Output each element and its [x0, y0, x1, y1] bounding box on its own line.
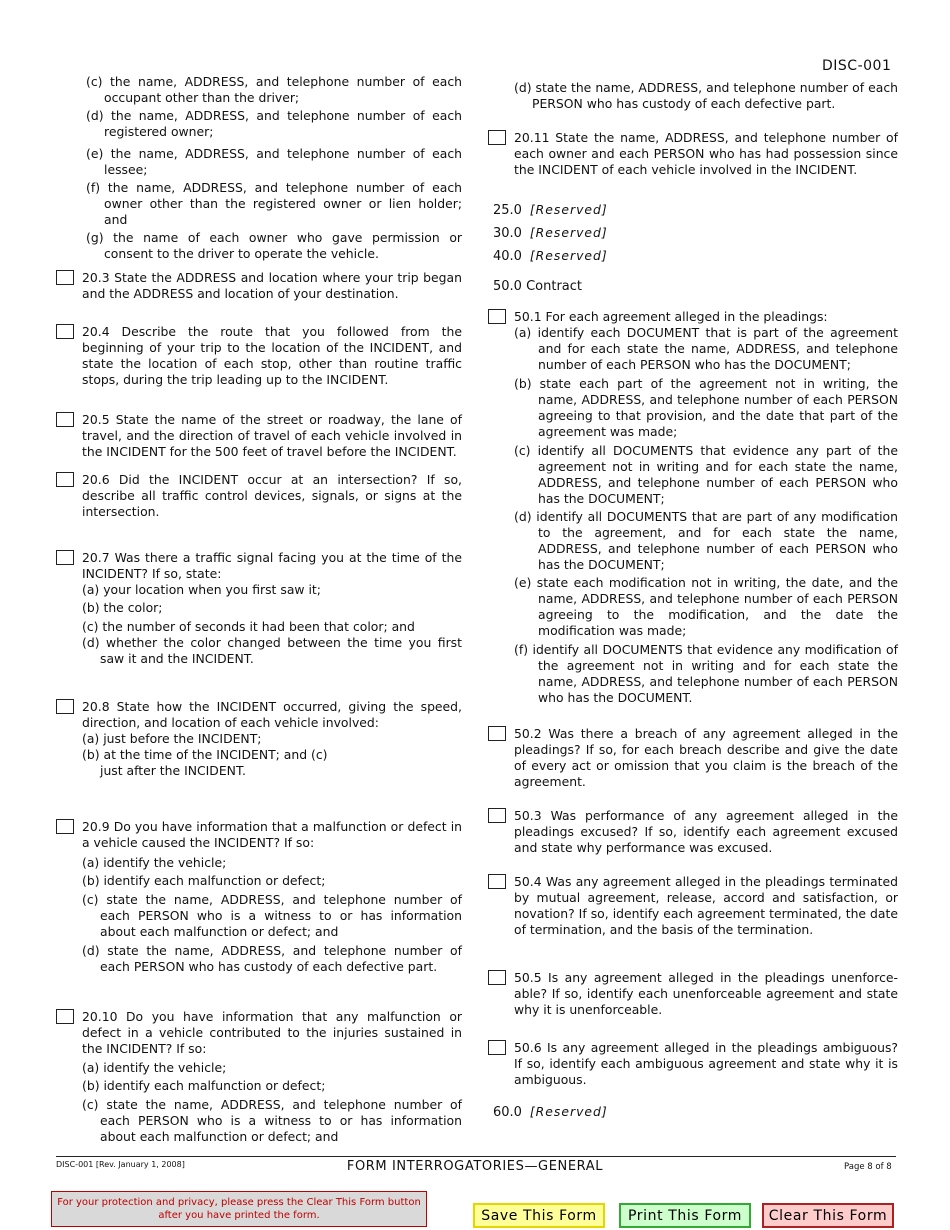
question-text: 20.3 State the ADDRESS and location where your trip began and the ADDRESS and location of your destination. [82, 270, 462, 301]
list-item: (b) state each part of the agreement not in writing, the name, ADDRESS, and telephone number of each PERSON agreeing to that provision, and the date that part of the agreement was made; [514, 376, 898, 439]
list-item: (e) the name, ADDRESS, and telephone number of each lessee; [86, 146, 462, 177]
checkbox-20-4[interactable] [56, 324, 74, 339]
list-item: (c) identify all DOCUMENTS that evidence any part of the agreement not in writing and for each state the name, ADDRESS, and telephone number of each PERSON who has the DOCUMENT; [514, 443, 898, 506]
checkbox-20-11[interactable] [488, 130, 506, 145]
question-20-4 [56, 324, 462, 388]
list-item: (g) the name of each owner who gave permission or consent to the driver to operate the vehicle. [86, 230, 462, 261]
checkbox-50-1[interactable] [488, 309, 506, 324]
list-item: (d) state the name, ADDRESS, and telephone number of each PERSON who has custody of each defective part. [514, 80, 898, 111]
checkbox-50-2[interactable] [488, 726, 506, 741]
list-item: (f) identify all DOCUMENTS that evidence any modification of the agreement not in writing and for each state the name, ADDRESS, and telephone number of each PERSON who has the DOCUMENT. [514, 642, 898, 705]
checkbox-50-6[interactable] [488, 1040, 506, 1055]
section-50-heading: 50.0 Contract [493, 279, 583, 294]
checkbox-20-3[interactable] [56, 270, 74, 285]
question-20-5 [56, 412, 462, 460]
question-50-1 [488, 309, 898, 706]
question-text: 20.6 Did the INCIDENT occur at an intersection? If so, describe all traffic control devices, signals, or signs at the intersection. [82, 472, 462, 519]
question-50-6 [488, 1040, 898, 1088]
checkbox-20-6[interactable] [56, 472, 74, 487]
checkbox-20-10[interactable] [56, 1009, 74, 1024]
question-50-4 [488, 874, 898, 938]
left-column [56, 74, 462, 1145]
list-item: (a) identify the vehicle; [82, 1060, 227, 1075]
question-text: 20.7 Was there a traffic signal facing you at the time of the INCIDENT? If so, state: [82, 550, 462, 581]
list-item: (a) identify each DOCUMENT that is part of the agreement and for each state the name, ADDRESS, and telephone number of each PERSON who has the DOCUMENT; [514, 325, 898, 372]
list-item: (d) the name, ADDRESS, and telephone number of each registered owner; [86, 108, 462, 139]
checkbox-20-5[interactable] [56, 412, 74, 427]
question-20-11 [488, 130, 898, 178]
list-item: (c) state the name, ADDRESS, and telephone number of each PERSON who is a witness to or has information about each malfunction or defect; and [82, 1097, 462, 1144]
continued-item-20-10 [488, 80, 898, 112]
print-form-button[interactable]: Print This Form [619, 1203, 751, 1228]
question-20-10 [56, 1009, 462, 1145]
save-form-button[interactable]: Save This Form [473, 1203, 605, 1228]
list-item: (b) the color; [82, 600, 163, 615]
list-item: (a) your location when you first saw it; [82, 582, 321, 597]
question-text: 50.5 Is any agreement alleged in the pleadings unenforce-able? If so, identify each unenforceable agreement and state why it is unenforceable. [514, 970, 898, 1017]
list-item: (d) whether the color changed between the time you first saw it and the INCIDENT. [82, 635, 462, 666]
section-30-reserved: 30.0 [Reserved] [493, 225, 608, 241]
form-number: DISC-001 [822, 58, 892, 74]
form-title: FORM INTERROGATORIES—GENERAL [346, 1159, 604, 1174]
list-item: (d) identify all DOCUMENTS that are part of any modification to the agreement, and for each state the name, ADDRESS, and telephone number of each PERSON who has the DOCUMENT; [514, 509, 898, 572]
question-text: 20.10 Do you have information that any malfunction or defect in a vehicle contributed to the injuries sustained in the INCIDENT? If so: [82, 1009, 462, 1056]
list-item: (b) at the time of the INCIDENT; and (c) just after the INCIDENT. [82, 747, 328, 778]
section-25-reserved: 25.0 [Reserved] [493, 202, 608, 218]
question-20-3 [56, 270, 462, 302]
list-item: (b) identify each malfunction or defect; [82, 1078, 326, 1093]
question-50-5 [488, 970, 898, 1018]
question-text: 50.4 Was any agreement alleged in the pleadings terminated by mutual agreement, release, accord and satisfaction, or novation? If so, identify each agreement terminated, the date of termination, and the basis of the termination. [514, 874, 898, 937]
list-item: (a) identify the vehicle; [82, 855, 227, 870]
question-20-6 [56, 472, 462, 520]
question-20-9 [56, 819, 462, 975]
list-item: (a) just before the INCIDENT; [82, 731, 262, 746]
list-item: (c) the name, ADDRESS, and telephone number of each occupant other than the driver; [86, 74, 462, 105]
list-item: (c) state the name, ADDRESS, and telephone number of each PERSON who is a witness to or has information about each malfunction or defect; and [82, 892, 462, 939]
question-text: 20.8 State how the INCIDENT occurred, giving the speed, direction, and location of each vehicle involved: [82, 699, 462, 730]
question-50-3 [488, 808, 898, 856]
list-item: (e) state each modification not in writing, the date, and the name, ADDRESS, and telephone number of each PERSON agreeing to the modification, and the date the modification was made; [514, 575, 898, 638]
checkbox-20-9[interactable] [56, 819, 74, 834]
right-column [488, 80, 898, 1121]
question-text: 20.4 Describe the route that you followed from the beginning of your trip to the location of the INCIDENT, and state the location of each stop, other than routine traffic stops, during the trip leading up to the INCIDENT. [82, 324, 462, 387]
clear-form-button[interactable]: Clear This Form [762, 1203, 894, 1228]
question-text: 50.1 For each agreement alleged in the pleadings: [514, 309, 828, 324]
list-item: (c) the number of seconds it had been that color; and [82, 619, 415, 634]
question-20-7 [56, 550, 462, 667]
checkbox-20-7[interactable] [56, 550, 74, 565]
privacy-notice: For your protection and privacy, please press the Clear This Form button after you have printed the form. [51, 1191, 427, 1227]
section-40-reserved: 40.0 [Reserved] [493, 248, 608, 264]
question-text: 50.2 Was there a breach of any agreement alleged in the pleadings? If so, for each breach describe and give the date of every act or omission that you claim is the breach of the agreement. [514, 726, 898, 789]
question-text: 50.3 Was performance of any agreement alleged in the pleadings excused? If so, identify each agreement excused and state why performance was excused. [514, 808, 898, 855]
revision-label: DISC-001 [Rev. January 1, 2008] [56, 1160, 185, 1169]
checkbox-50-3[interactable] [488, 808, 506, 823]
question-text: 20.5 State the name of the street or roadway, the lane of travel, and the direction of travel of each vehicle involved in the INCIDENT for the 500 feet of travel before the INCIDENT. [82, 412, 462, 459]
section-60-reserved: 60.0 [Reserved] [493, 1104, 608, 1120]
list-item: (b) identify each malfunction or defect; [82, 873, 326, 888]
question-text: 20.11 State the name, ADDRESS, and telephone number of each owner and each PERSON who has had possession since the INCIDENT of each vehicle involved in the INCIDENT. [514, 130, 898, 177]
question-text: 20.9 Do you have information that a malfunction or defect in a vehicle caused the INCIDENT? If so: [82, 819, 462, 850]
question-50-2 [488, 726, 898, 790]
question-20-8 [56, 699, 462, 779]
question-text: 50.6 Is any agreement alleged in the pleadings ambiguous? If so, identify each ambiguous agreement and state why it is ambiguous. [514, 1040, 898, 1087]
list-item: (d) state the name, ADDRESS, and telephone number of each PERSON who has custody of each defective part. [82, 943, 462, 974]
checkbox-20-8[interactable] [56, 699, 74, 714]
page-number: Page 8 of 8 [844, 1162, 892, 1172]
continued-items-20-2 [56, 74, 462, 262]
checkbox-50-5[interactable] [488, 970, 506, 985]
checkbox-50-4[interactable] [488, 874, 506, 889]
list-item: (f) the name, ADDRESS, and telephone number of each owner other than the registered owner or lien holder; and [86, 180, 462, 227]
reserved-sections [488, 202, 898, 295]
